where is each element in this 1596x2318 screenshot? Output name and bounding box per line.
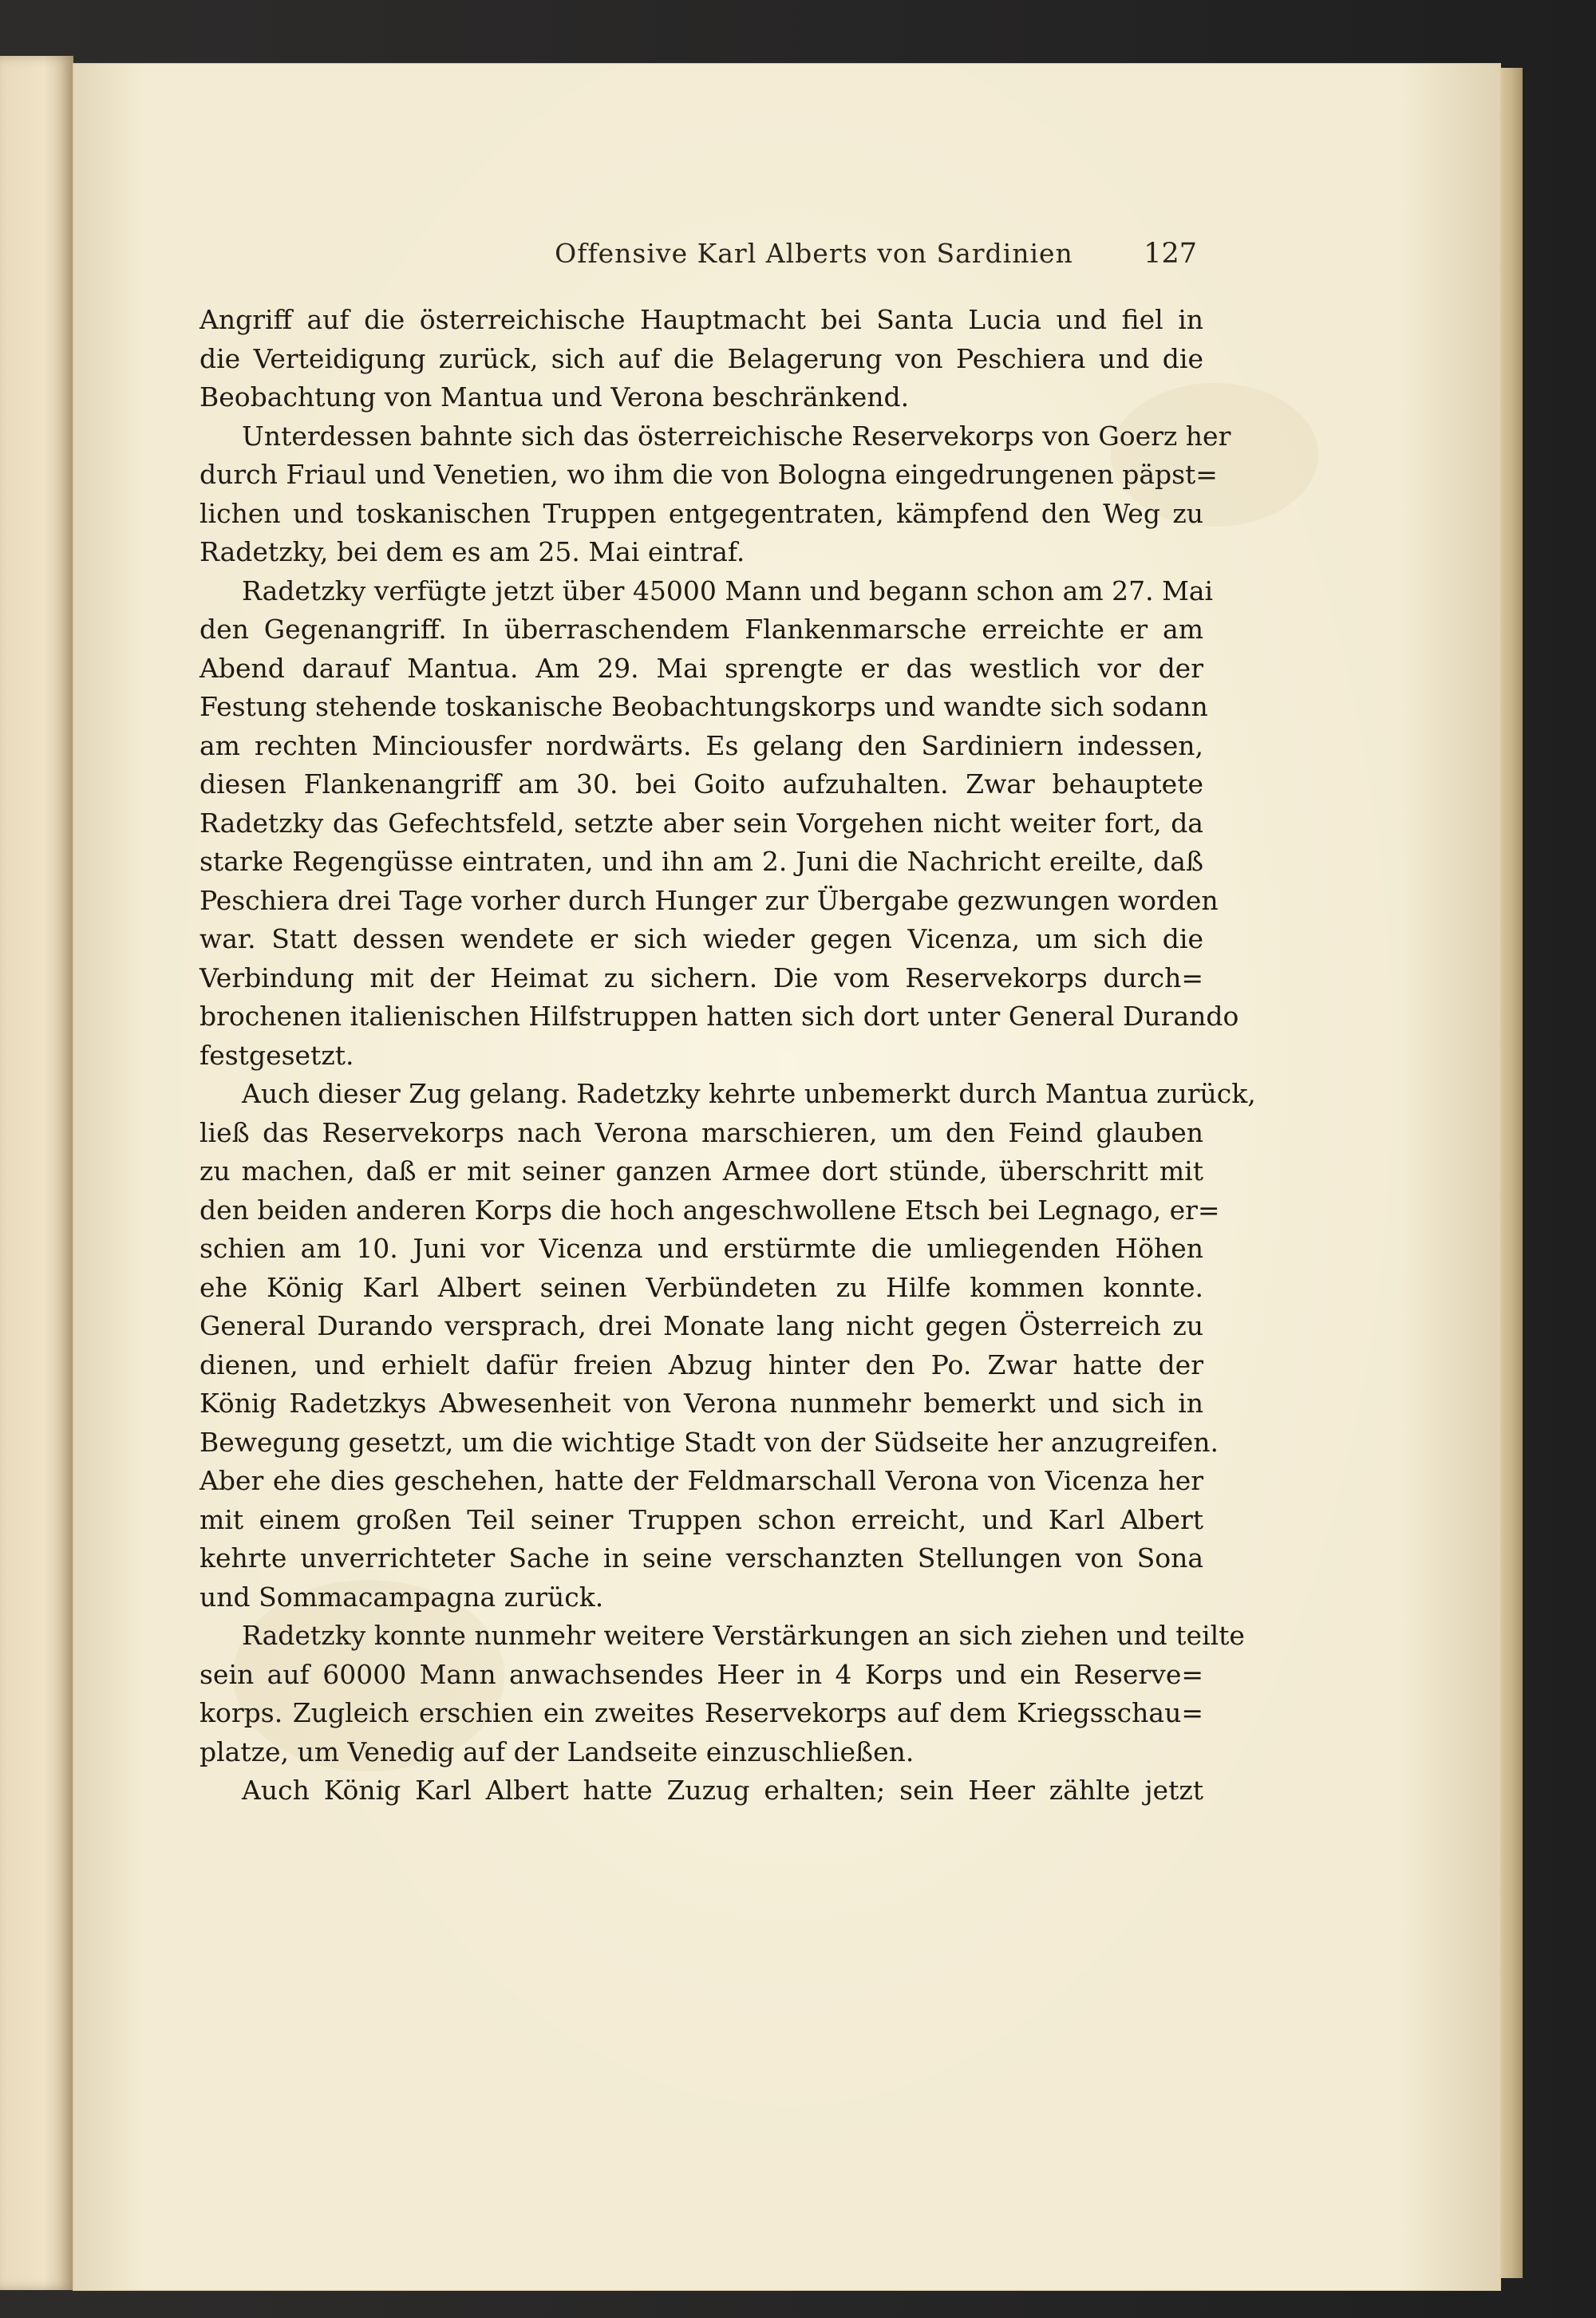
page-number: 127	[1144, 238, 1197, 270]
text-line: durch Friaul und Venetien, wo ihm die von Bologna eingedrungenen päpst=	[200, 459, 1218, 490]
body-text	[200, 301, 1256, 1811]
text-line: Festung stehende toskanische Beobachtungskorps und wandte sich sodann	[200, 691, 1208, 722]
text-line: Auch König Karl Albert hatte Zuzug erhalten; sein Heer zählte jetzt	[242, 1775, 1203, 1806]
facing-page-edge	[0, 56, 73, 2290]
text-line: kehrte unverrichteter Sache in seine verschanzten Stellungen von Sona	[200, 1542, 1203, 1574]
text-line: den beiden anderen Korps die hoch angeschwollene Etsch bei Legnago, er=	[200, 1194, 1220, 1226]
text-line: Angriff auf die österreichische Hauptmacht bei Santa Lucia und fiel in	[200, 304, 1203, 335]
text-line: brochenen italienischen Hilfstruppen hatten sich dort unter General Durando	[200, 1001, 1239, 1032]
text-line: König Radetzkys Abwesenheit von Verona nunmehr bemerkt und sich in	[200, 1388, 1203, 1419]
text-line: Abend darauf Mantua. Am 29. Mai sprengte er das westlich vor der	[200, 652, 1203, 684]
text-line: festgesetzt.	[200, 1039, 354, 1071]
text-line: zu machen, daß er mit seiner ganzen Armee dort stünde, überschritt mit	[200, 1155, 1203, 1187]
text-line: Verbindung mit der Heimat zu sichern. Die vom Reservekorps durch=	[200, 962, 1203, 993]
text-line: am rechten Minciousfer nordwärts. Es gelang den Sardiniern indessen,	[200, 729, 1203, 761]
text-line: ehe König Karl Albert seinen Verbündeten zu Hilfe kommen konnte.	[200, 1271, 1203, 1303]
text-line: starke Regengüsse eintraten, und ihn am 2. Juni die Nachricht ereilte, daß	[200, 846, 1203, 877]
text-line: Aber ehe dies geschehen, hatte der Feldmarschall Verona von Vicenza her	[200, 1465, 1203, 1496]
text-line: Radetzky, bei dem es am 25. Mai eintraf.	[200, 536, 745, 567]
text-line: schien am 10. Juni vor Vicenza und erstürmte die umliegenden Höhen	[200, 1233, 1203, 1264]
text-line: diesen Flankenangriff am 30. bei Goito aufzuhalten. Zwar behauptete	[200, 768, 1203, 800]
text-line: Beobachtung von Mantua und Verona beschränkend.	[200, 381, 910, 413]
text-line: Radetzky verfügte jetzt über 45000 Mann und begann schon am 27. Mai	[242, 575, 1214, 606]
text-line: und Sommacampagna zurück.	[200, 1581, 604, 1613]
text-line: sein auf 60000 Mann anwachsendes Heer in 4 Korps und ein Reserve=	[200, 1658, 1203, 1690]
text-line: Bewegung gesetzt, um die wichtige Stadt von der Südseite her anzugreifen.	[200, 1426, 1219, 1458]
text-line: General Durando versprach, drei Monate lang nicht gegen Österreich zu	[200, 1310, 1203, 1341]
text-line: Peschiera drei Tage vorher durch Hunger zur Übergabe gezwungen worden	[200, 884, 1219, 916]
text-line: den Gegenangriff. In überraschendem Flankenmarsche erreichte er am	[200, 614, 1203, 645]
text-line: korps. Zugleich erschien ein zweites Reservekorps auf dem Kriegsschau=	[200, 1697, 1203, 1728]
text-line: Radetzky das Gefechtsfeld, setzte aber sein Vorgehen nicht weiter fort, da	[200, 807, 1203, 839]
text-line: lichen und toskanischen Truppen entgegentraten, kämpfend den Weg zu	[200, 497, 1203, 529]
text-line: Unterdessen bahnte sich das österreichische Reservekorps von Goerz her	[242, 420, 1231, 452]
page-fore-edge	[1500, 68, 1523, 2278]
text-line: Radetzky konnte nunmehr weitere Verstärkungen an sich ziehen und teilte	[242, 1620, 1245, 1651]
text-line: dienen, und erhielt dafür freien Abzug hinter den Po. Zwar hatte der	[200, 1349, 1203, 1380]
running-title: Offensive Karl Alberts von Sardinien	[555, 238, 1073, 269]
text-line: platze, um Venedig auf der Landseite einzuschließen.	[200, 1736, 915, 1767]
text-line: war. Statt dessen wendete er sich wieder gegen Vicenza, um sich die	[200, 923, 1203, 954]
text-line: ließ das Reservekorps nach Verona marschieren, um den Feind glauben	[200, 1116, 1203, 1148]
text-line: Auch dieser Zug gelang. Radetzky kehrte unbemerkt durch Mantua zurück,	[242, 1078, 1256, 1109]
text-line: mit einem großen Teil seiner Truppen schon erreicht, und Karl Albert	[200, 1503, 1203, 1535]
text-line: die Verteidigung zurück, sich auf die Belagerung von Peschiera und die	[200, 342, 1203, 374]
